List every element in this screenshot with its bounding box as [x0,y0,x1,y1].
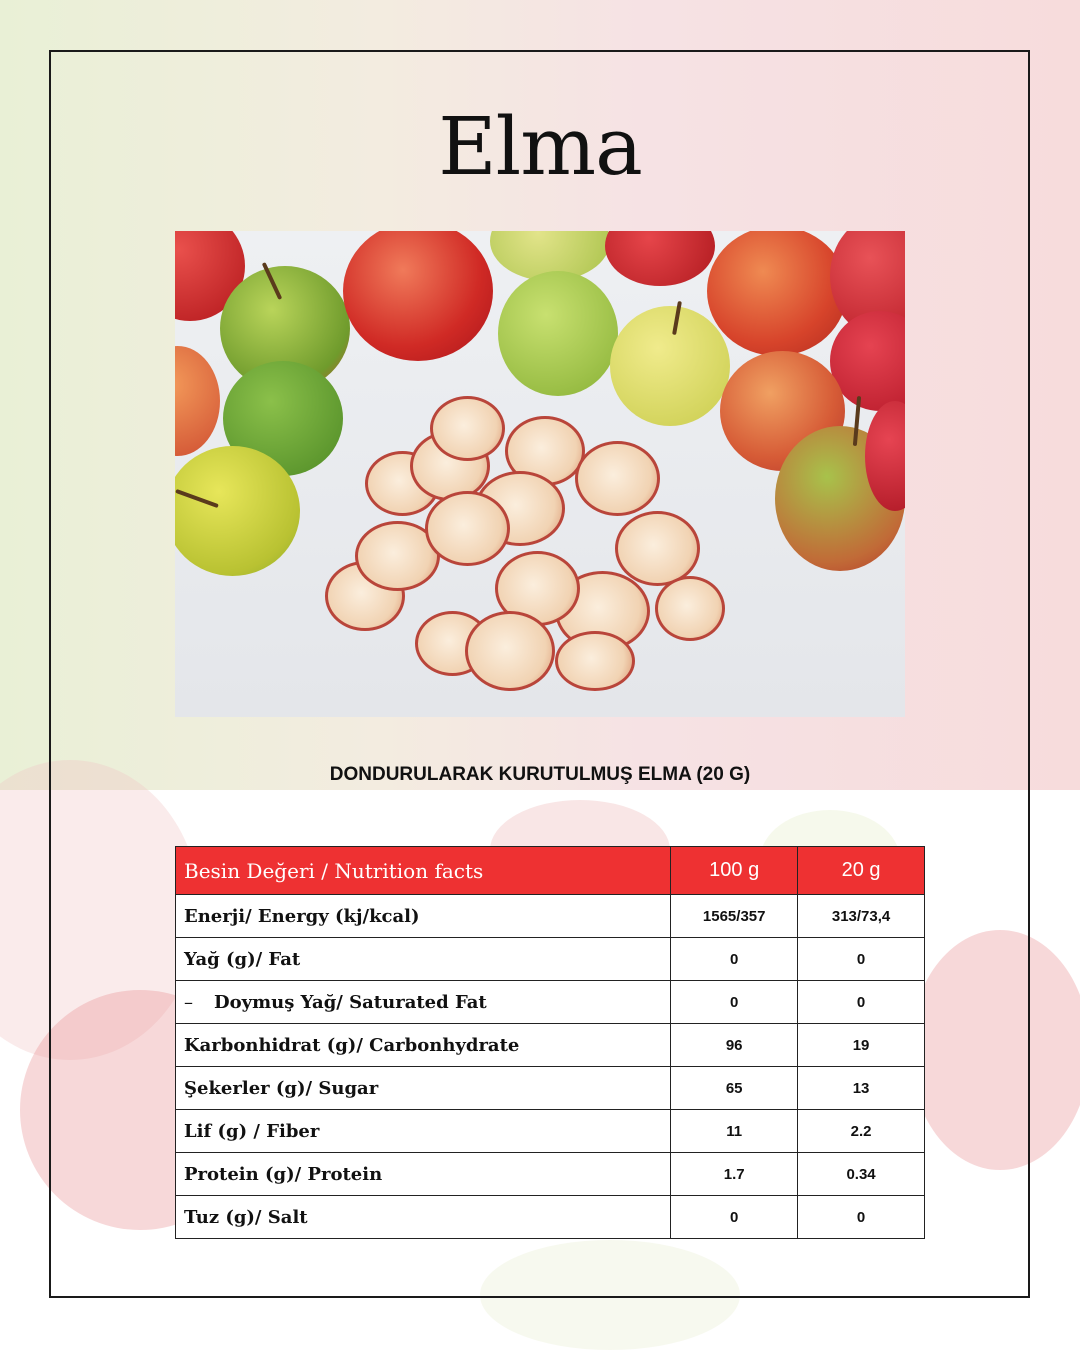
indent-dash: – [184,991,193,1013]
dried-apple-slice [425,491,510,566]
page-title: Elma [438,100,642,193]
table-row [176,1153,925,1196]
value-20g: 2.2 [798,1110,925,1153]
header-label: Besin Değeri / Nutrition facts [176,847,671,895]
value-100g: 0 [671,1196,798,1239]
product-subtitle: DONDURULARAK KURUTULMUŞ ELMA (20 G) [329,764,751,785]
value-20g: 0.34 [798,1153,925,1196]
apple-image [175,346,220,456]
value-100g: 11 [671,1110,798,1153]
value-100g: 1.7 [671,1153,798,1196]
dried-apple-slice [555,631,635,691]
value-20g: 13 [798,1067,925,1110]
value-20g: 0 [798,938,925,981]
table-header-row [176,847,925,895]
apple-image [175,446,300,576]
value-100g: 65 [671,1067,798,1110]
value-20g: 19 [798,1024,925,1067]
value-100g: 1565/357 [671,895,798,938]
header-20g: 20 g [798,847,925,895]
dried-apple-slice [615,511,700,586]
nutrition-table [175,846,925,1239]
value-20g: 0 [798,1196,925,1239]
value-20g: 313/73,4 [798,895,925,938]
value-100g: 96 [671,1024,798,1067]
value-100g: 0 [671,981,798,1024]
table-row [176,981,925,1024]
nutrient-label: Doymuş Yağ/ Saturated Fat [214,991,487,1013]
table-row [176,938,925,981]
nutrient-label: Yağ (g)/ Fat [176,938,671,981]
apple-image [498,271,618,396]
nutrient-label: Lif (g) / Fiber [176,1110,671,1153]
nutrient-label: Enerji/ Energy (kj/kcal) [176,895,671,938]
apple-image [343,231,493,361]
table-row [176,1110,925,1153]
nutrient-label: Karbonhidrat (g)/ Carbonhydrate [176,1024,671,1067]
table-row [176,1024,925,1067]
nutrient-label: Tuz (g)/ Salt [176,1196,671,1239]
apple-image [610,306,730,426]
value-100g: 0 [671,938,798,981]
dried-apple-slice [575,441,660,516]
table-row [176,1067,925,1110]
nutrient-label: Şekerler (g)/ Sugar [176,1067,671,1110]
header-100g: 100 g [671,847,798,895]
value-20g: 0 [798,981,925,1024]
dried-apple-slice [465,611,555,691]
table-row [176,895,925,938]
nutrient-label-indented [176,981,671,1024]
table-row [176,1196,925,1239]
nutrient-label: Protein (g)/ Protein [176,1153,671,1196]
dried-apple-slice [430,396,505,461]
dried-apple-slice [655,576,725,641]
product-photo [175,231,905,717]
apple-image [707,231,847,356]
apple-image [605,231,715,286]
